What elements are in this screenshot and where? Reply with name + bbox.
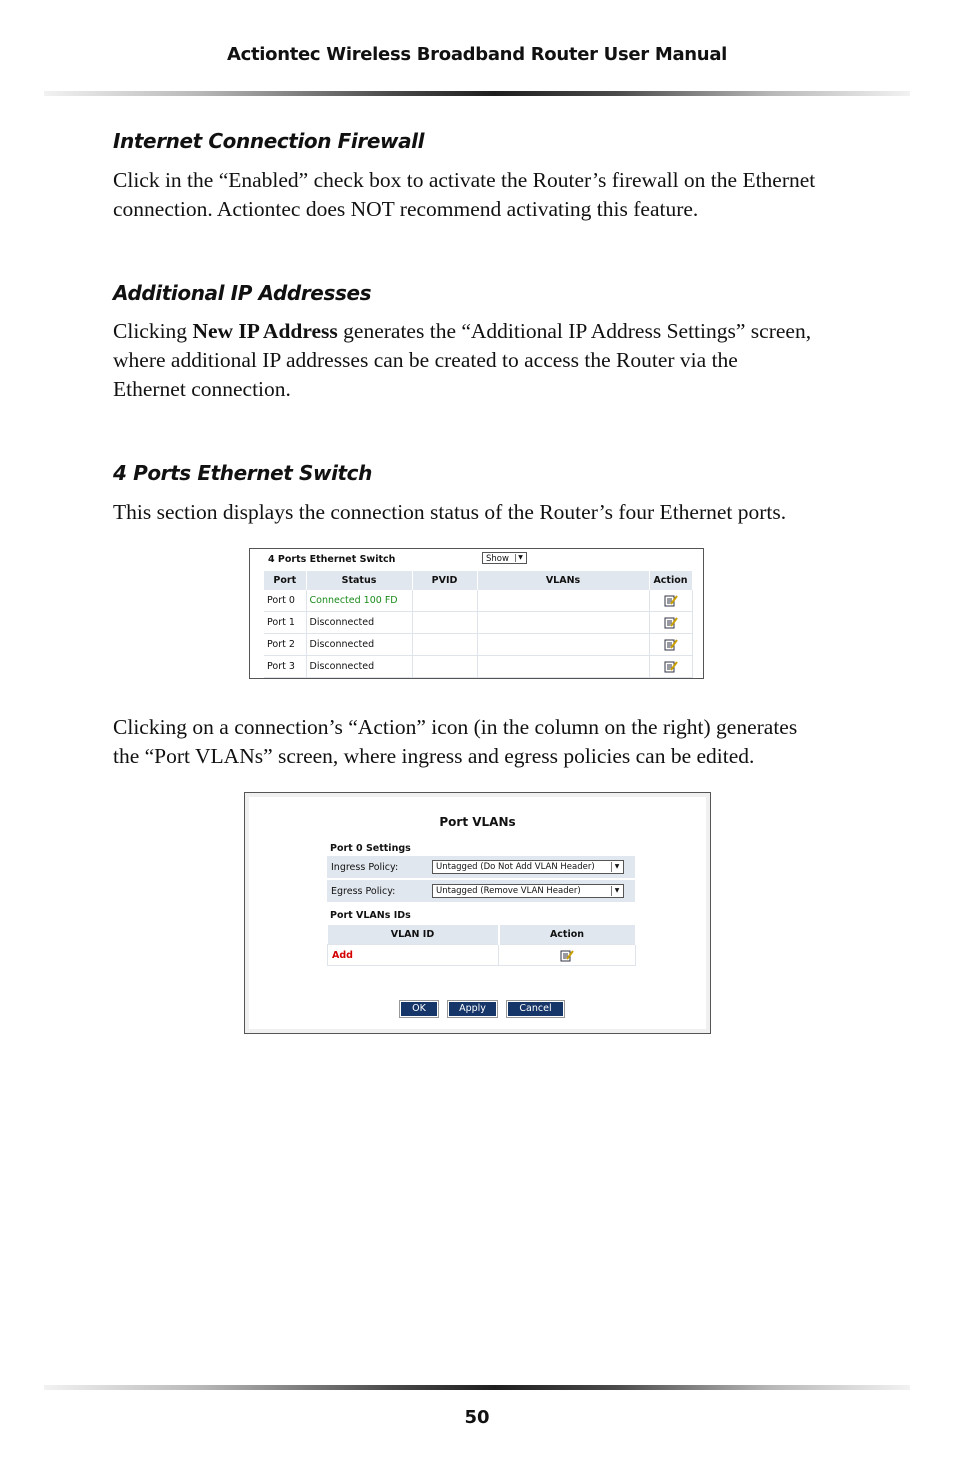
- running-header: Actiontec Wireless Broadband Router User Manual: [226, 44, 728, 65]
- port-cell: Port 1: [264, 612, 306, 634]
- port-vlans-screenshot: [244, 792, 711, 1034]
- action-cell: [649, 590, 692, 612]
- column-header: Port: [264, 571, 306, 590]
- page-number: 50: [464, 1407, 490, 1428]
- text-line: Clicking on a connection’s “Action” icon (in the column on the right) generates: [113, 715, 798, 739]
- dropdown-value: Show: [486, 554, 509, 564]
- paragraph-firewall: [113, 166, 873, 224]
- column-header: Action: [649, 571, 692, 590]
- action-cell: [499, 945, 636, 966]
- vlan-ids-label: Port VLANs IDs: [330, 910, 411, 921]
- pvid-cell: [412, 590, 477, 612]
- table-header-row: [328, 925, 636, 945]
- status-cell: Disconnected: [306, 634, 412, 656]
- text-run: Clicking: [113, 319, 193, 343]
- port-cell: Port 3: [264, 656, 306, 678]
- text-line: connection. Actiontec does NOT recommend activating this feature.: [113, 197, 699, 221]
- ok-button[interactable]: OK: [400, 1001, 438, 1017]
- chevron-down-icon: ▼: [611, 886, 622, 896]
- column-header: VLAN ID: [328, 925, 499, 945]
- show-dropdown[interactable]: [482, 552, 527, 564]
- edit-icon[interactable]: [664, 616, 678, 629]
- action-cell: [649, 634, 692, 656]
- port-cell: Port 0: [264, 590, 306, 612]
- table-header-row: [264, 571, 692, 590]
- status-cell: Connected 100 FD: [306, 590, 412, 612]
- port-cell: Port 2: [264, 634, 306, 656]
- table-row: [264, 590, 692, 612]
- vlans-cell: [477, 612, 649, 634]
- table-row: [264, 612, 692, 634]
- section-heading-firewall: Internet Connection Firewall: [113, 129, 425, 153]
- select-value: Untagged (Remove VLAN Header): [436, 886, 581, 896]
- text-line: Click in the “Enabled” check box to activate the Router’s firewall on the Ethernet: [113, 168, 816, 192]
- egress-policy-select[interactable]: [432, 884, 624, 898]
- vlans-cell: [477, 634, 649, 656]
- text-bold-new-ip-address: New IP Address: [192, 319, 338, 343]
- port-vlans-title: Port VLANs: [439, 815, 516, 829]
- edit-icon[interactable]: [664, 594, 678, 607]
- select-value: Untagged (Do Not Add VLAN Header): [436, 862, 595, 872]
- paragraph-ethernet-switch: [113, 498, 873, 527]
- switch-screenshot: [249, 548, 704, 679]
- port-vlans-panel: [249, 797, 706, 1029]
- column-header: VLANs: [477, 571, 649, 590]
- action-cell: [649, 656, 692, 678]
- chevron-down-icon: ▼: [611, 862, 622, 872]
- status-cell: Disconnected: [306, 656, 412, 678]
- paragraph-action-icon: [113, 713, 873, 771]
- chevron-down-icon: ▼: [515, 554, 525, 562]
- column-header: Action: [499, 925, 636, 945]
- column-header: PVID: [412, 571, 477, 590]
- vlans-cell: [477, 656, 649, 678]
- text-line: This section displays the connection status of the Router’s four Ethernet ports.: [113, 500, 787, 524]
- footer-rule: [44, 1385, 910, 1390]
- text-line: [113, 317, 873, 346]
- cancel-button[interactable]: Cancel: [507, 1001, 564, 1017]
- ingress-label: Ingress Policy:: [331, 862, 399, 873]
- add-link[interactable]: Add: [328, 945, 499, 966]
- action-cell: [649, 612, 692, 634]
- ports-table: [264, 571, 693, 678]
- section-heading-additional-ip: Additional IP Addresses: [113, 281, 372, 305]
- apply-button[interactable]: Apply: [448, 1001, 497, 1017]
- column-header: Status: [306, 571, 412, 590]
- egress-label: Egress Policy:: [331, 886, 396, 897]
- ingress-policy-select[interactable]: [432, 860, 624, 874]
- table-row: [264, 656, 692, 678]
- table-row: [264, 634, 692, 656]
- pvid-cell: [412, 612, 477, 634]
- text-line: Ethernet connection.: [113, 377, 291, 401]
- edit-icon[interactable]: [560, 949, 574, 962]
- pvid-cell: [412, 656, 477, 678]
- vlans-cell: [477, 590, 649, 612]
- table-row: [328, 945, 636, 966]
- edit-icon[interactable]: [664, 660, 678, 673]
- pvid-cell: [412, 634, 477, 656]
- section-heading-ethernet-switch: 4 Ports Ethernet Switch: [113, 461, 372, 485]
- header-rule: [44, 91, 910, 96]
- text-line: where additional IP addresses can be created to access the Router via the: [113, 348, 738, 372]
- port-settings-label: Port 0 Settings: [330, 843, 411, 854]
- text-run: generates the “Additional IP Address Settings” screen,: [337, 319, 812, 343]
- switch-title: 4 Ports Ethernet Switch: [268, 554, 396, 565]
- vlan-ids-table: [327, 925, 637, 966]
- status-cell: Disconnected: [306, 612, 412, 634]
- text-line: the “Port VLANs” screen, where ingress and egress policies can be edited.: [113, 744, 755, 768]
- edit-icon[interactable]: [664, 638, 678, 651]
- paragraph-additional-ip: [113, 317, 873, 404]
